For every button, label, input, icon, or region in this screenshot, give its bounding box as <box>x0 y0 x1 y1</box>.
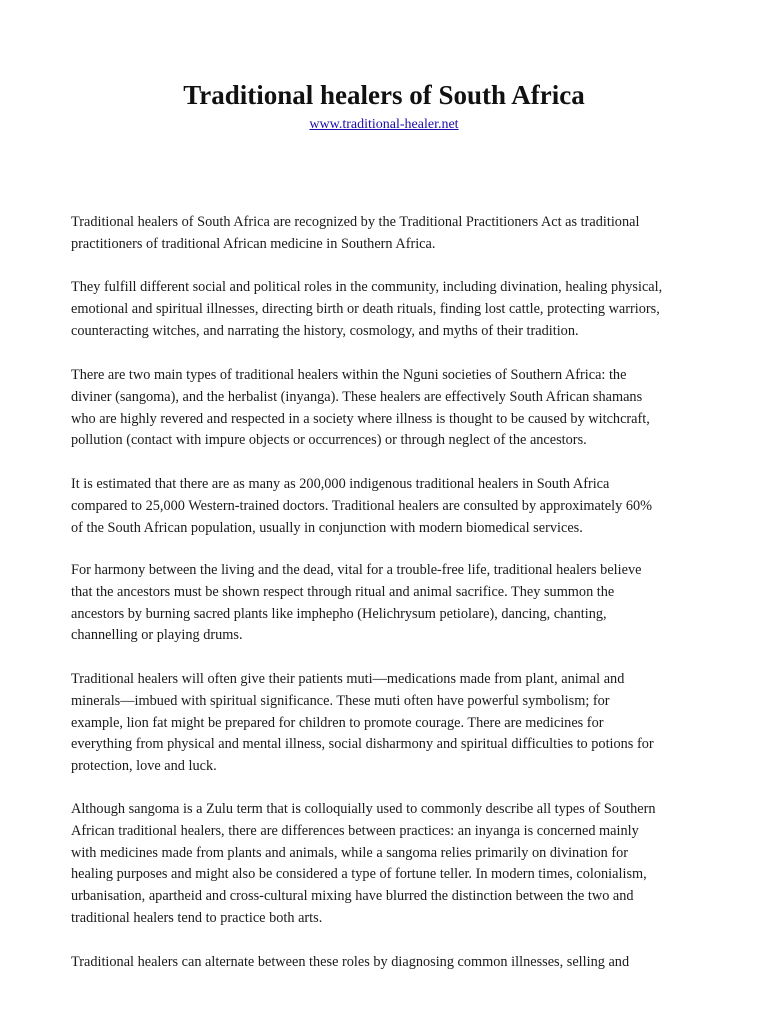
paragraph-line: protection, love and luck. <box>71 758 217 775</box>
paragraph-line: practitioners of traditional African medicine in Southern Africa. <box>71 235 436 252</box>
paragraph-4 <box>71 474 652 539</box>
paragraph-8 <box>71 952 629 974</box>
paragraph-6 <box>71 669 654 778</box>
paragraph-5 <box>71 560 641 647</box>
paragraph-line: diviner (sangoma), and the herbalist (inyanga). These healers are effectively South African shamans <box>71 388 643 405</box>
document-page <box>71 78 711 970</box>
paragraph-line: channelling or playing drums. <box>71 627 243 644</box>
paragraph-line: everything from physical and mental illness, social disharmony and spiritual difficulties to potions for <box>71 736 654 753</box>
paragraph-3 <box>71 365 650 452</box>
paragraph-line: pollution (contact with impure objects or occurrences) or through neglect of the ancestors. <box>71 432 587 449</box>
paragraph-line: that the ancestors must be shown respect through ritual and animal sacrifice. They summon the <box>71 583 615 600</box>
paragraph-line: minerals—imbued with spiritual significance. These muti often have powerful symbolism; for <box>71 692 610 709</box>
paragraph-line: They fulfill different social and political roles in the community, including divination, healing physical, <box>71 279 663 295</box>
paragraph-2 <box>71 277 662 342</box>
paragraph-line: compared to 25,000 Western-trained doctors. Traditional healers are consulted by approximately 60% <box>71 497 653 514</box>
paragraph-line: example, lion fat might be prepared for children to promote courage. There are medicines for <box>71 714 604 731</box>
paragraph-line: ancestors by burning sacred plants like imphepho (Helichrysum petiolare), dancing, chanting, <box>71 605 607 622</box>
paragraph-7 <box>71 799 655 930</box>
paragraph-line: emotional and spiritual illnesses, directing birth or death rituals, finding lost cattle, protecting warriors, <box>71 300 660 317</box>
paragraph-line: urbanisation, apartheid and cross-cultural mixing have blurred the distinction between the two and <box>71 888 634 905</box>
paragraph-line: healing purposes and might also be considered a type of fortune teller. In modern times, colonialism, <box>71 866 647 883</box>
paragraph-line: Traditional healers can alternate between these roles by diagnosing common illnesses, selling and <box>71 954 630 970</box>
paragraph-line: African traditional healers, there are differences between practices: an inyanga is concerned mainly <box>71 822 639 839</box>
paragraph-line: There are two main types of traditional healers within the Nguni societies of Southern Africa: the <box>71 367 627 383</box>
paragraph-line: who are highly revered and respected in a society where illness is thought to be caused by witchcraft, <box>71 410 650 427</box>
paragraph-1 <box>71 212 639 256</box>
source-link-row <box>71 115 697 134</box>
paragraph-line: with medicines made from plants and animals, while a sangoma relies primarily on divination for <box>71 844 629 861</box>
paragraph-line: For harmony between the living and the dead, vital for a trouble-free life, traditional healers believe <box>71 562 642 578</box>
paragraph-line: traditional healers tend to practice both arts. <box>71 909 323 926</box>
source-link[interactable]: www.traditional-healer.net <box>309 117 459 132</box>
paragraph-line: of the South African population, usually in conjunction with modern biomedical services. <box>71 519 583 536</box>
document-title: Traditional healers of South Africa <box>183 80 585 110</box>
paragraph-line: It is estimated that there are as many as 200,000 indigenous traditional healers in South Africa <box>71 476 610 492</box>
paragraph-line: Traditional healers will often give their patients muti—medications made from plant, animal and <box>71 671 625 687</box>
paragraph-line: Traditional healers of South Africa are recognized by the Traditional Practitioners Act as traditional <box>71 214 640 230</box>
paragraph-line: Although sangoma is a Zulu term that is colloquially used to commonly describe all types of Southern <box>71 801 656 817</box>
paragraph-line: counteracting witches, and narrating the history, cosmology, and myths of their tradition. <box>71 322 579 339</box>
